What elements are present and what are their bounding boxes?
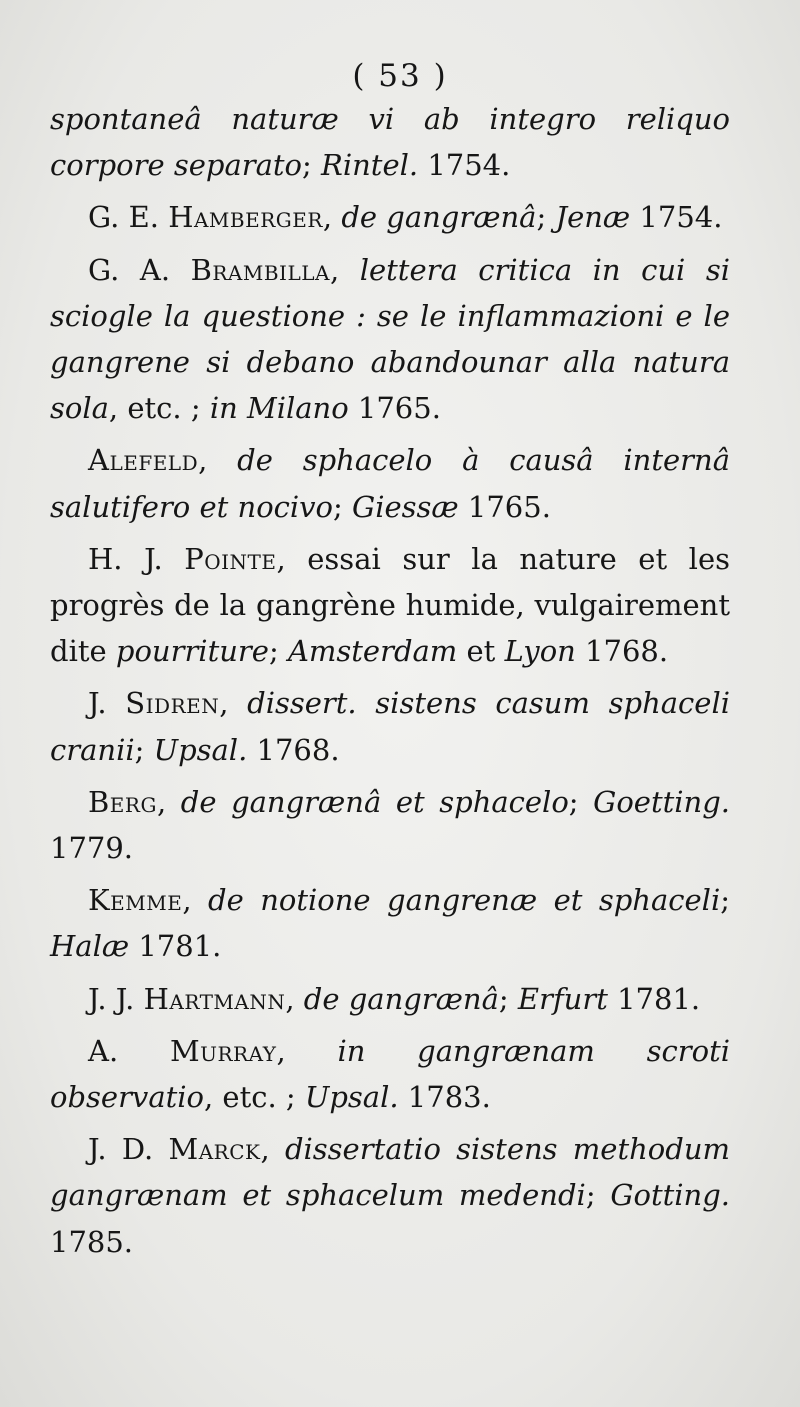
citation-text: G. E.	[88, 200, 169, 235]
citation-text: G. A.	[88, 252, 191, 287]
citation-text: ,	[198, 443, 238, 478]
title-text: lettera critica in cui si sciogle la questione : se le inflammazioni e le gangrene si debano abandounar alla natura sola	[50, 252, 731, 426]
title-text: Erfurt	[517, 981, 608, 1016]
title-text: de gangrænâ	[341, 200, 537, 235]
title-text: Amsterdam	[287, 634, 458, 669]
citation-text: J. J.	[88, 981, 144, 1016]
bibliography-entry	[50, 1126, 730, 1265]
citation-text: ,	[219, 686, 248, 721]
citation-text: ;	[333, 489, 353, 524]
citation-text: , etc. ;	[108, 391, 210, 426]
author-name: Berg	[88, 784, 157, 819]
citation-text: 1768.	[247, 732, 340, 767]
title-text: Gotting.	[610, 1178, 730, 1213]
citation-text: H. J.	[88, 541, 185, 576]
author-name: Hamberger	[168, 200, 323, 235]
bibliography-entry	[50, 247, 730, 432]
citation-text: 1785.	[50, 1224, 134, 1259]
bibliography-entry	[50, 779, 730, 871]
citation-text: ;	[720, 883, 730, 918]
title-text: Rintel.	[321, 148, 419, 183]
title-text: de sphacelo à causâ internâ salutifero et nocivo	[50, 443, 731, 524]
citation-text: 1765.	[348, 391, 441, 426]
page-number: ( 53 )	[352, 58, 448, 94]
citation-text: ,	[322, 200, 342, 235]
bibliography-entry	[50, 976, 730, 1022]
citation-text: ,	[285, 981, 304, 1016]
citation-text: 1779.	[50, 831, 134, 866]
citation-text: 1781.	[607, 981, 701, 1016]
citation-text: et	[457, 634, 505, 669]
citation-text: A.	[88, 1033, 170, 1068]
citation-text: 1765.	[458, 489, 551, 524]
citation-text: ;	[568, 784, 594, 819]
bibliography-entry	[50, 194, 730, 240]
bibliography-entry	[50, 680, 730, 772]
title-text: pourriture	[115, 634, 269, 669]
citation-text: ;	[268, 634, 288, 669]
title-text: dissert. sistens casum sphaceli cranii	[50, 686, 731, 767]
bibliography-entry	[50, 96, 730, 188]
author-name: Marck	[168, 1132, 261, 1167]
author-name: Alefeld	[88, 443, 199, 478]
title-text: de gangrænâ et sphacelo	[180, 784, 569, 819]
title-text: Giessæ	[352, 489, 459, 524]
bibliography-list	[50, 96, 730, 1265]
title-text: Goetting.	[593, 784, 730, 819]
citation-text: ,	[182, 883, 209, 918]
title-text: dissertatio sistens methodum gangrænam et sphacelum medendi	[50, 1132, 730, 1213]
bibliography-entry	[50, 1028, 730, 1120]
citation-text: J. D.	[88, 1132, 169, 1167]
citation-text: ,	[276, 1033, 338, 1068]
citation-text: ;	[302, 148, 321, 183]
citation-text: ,	[329, 252, 360, 287]
author-name: Kemme	[88, 883, 183, 918]
title-text: Lyon	[504, 634, 576, 669]
citation-text: ;	[585, 1178, 611, 1213]
citation-text: 1754.	[630, 200, 723, 235]
bibliography-entry	[50, 536, 730, 675]
author-name: Hartmann	[143, 981, 286, 1016]
citation-text: 1781.	[129, 929, 222, 964]
citation-text: , etc. ;	[204, 1080, 305, 1115]
citation-text: ;	[134, 732, 154, 767]
citation-text: J.	[88, 686, 126, 721]
author-name: Murray	[169, 1033, 277, 1068]
bibliography-entry	[50, 877, 730, 969]
title-text: in gangrænam scroti observatio	[50, 1033, 730, 1115]
title-text: de gangrænâ	[303, 981, 499, 1016]
citation-text: , essai sur la nature et les progrès de la gangrène humide, vulgairement dite	[50, 541, 730, 669]
title-text: spontaneâ naturæ vi ab integro reliquo corpore separato	[50, 102, 730, 183]
author-name: Brambilla	[190, 252, 330, 287]
citation-text: 1768.	[575, 634, 669, 669]
title-text: Upsal.	[304, 1080, 399, 1115]
title-text: Upsal.	[153, 732, 248, 767]
citation-text: ,	[156, 784, 181, 819]
title-text: de notione gangrenæ et sphaceli	[208, 883, 721, 918]
citation-text: ;	[498, 981, 518, 1016]
bibliography-entry	[50, 437, 730, 529]
author-name: Pointe	[184, 541, 277, 576]
citation-text: ,	[260, 1132, 285, 1167]
citation-text: 1783.	[398, 1080, 491, 1115]
author-name: Sidren	[125, 686, 220, 721]
title-text: in Milano	[209, 391, 349, 426]
title-text: Jenæ	[555, 200, 631, 235]
title-text: Halæ	[50, 929, 130, 964]
citation-text: ;	[536, 200, 556, 235]
citation-text: 1754.	[418, 148, 511, 183]
